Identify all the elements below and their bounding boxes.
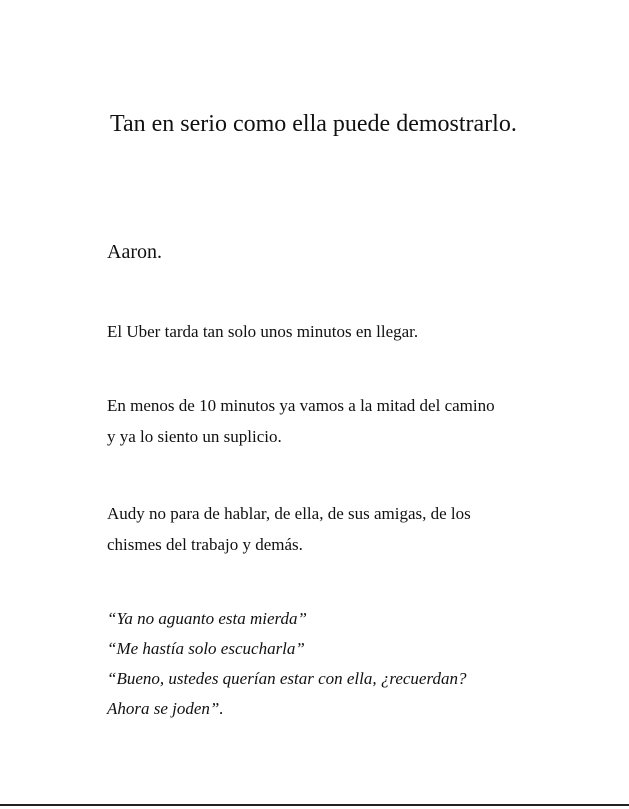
document-title: Tan en serio como ella puede demostrarlo. <box>110 111 517 137</box>
paragraph-1 <box>107 316 418 347</box>
paragraph-line: y ya lo siento un suplicio. <box>107 427 282 446</box>
paragraph-3 <box>107 498 471 560</box>
paragraph-line: chismes del trabajo y demás. <box>107 535 303 554</box>
page-bottom-border <box>0 804 629 806</box>
chapter-heading: Aaron. <box>107 241 162 263</box>
italic-thoughts-block <box>107 604 466 724</box>
paragraph-line: Audy no para de hablar, de ella, de sus amigas, de los <box>107 504 471 523</box>
paragraph-line: En menos de 10 minutos ya vamos a la mitad del camino <box>107 396 495 415</box>
paragraph-line: El Uber tarda tan solo unos minutos en llegar. <box>107 322 419 341</box>
italic-line: “Me hastía solo escucharla” <box>107 639 305 658</box>
italic-line: “Bueno, ustedes querían estar con ella, ¿recuerdan? <box>107 669 467 688</box>
italic-line: Ahora se joden”. <box>107 699 224 718</box>
italic-line: “Ya no aguanto esta mierda” <box>107 609 307 628</box>
paragraph-2 <box>107 390 495 452</box>
